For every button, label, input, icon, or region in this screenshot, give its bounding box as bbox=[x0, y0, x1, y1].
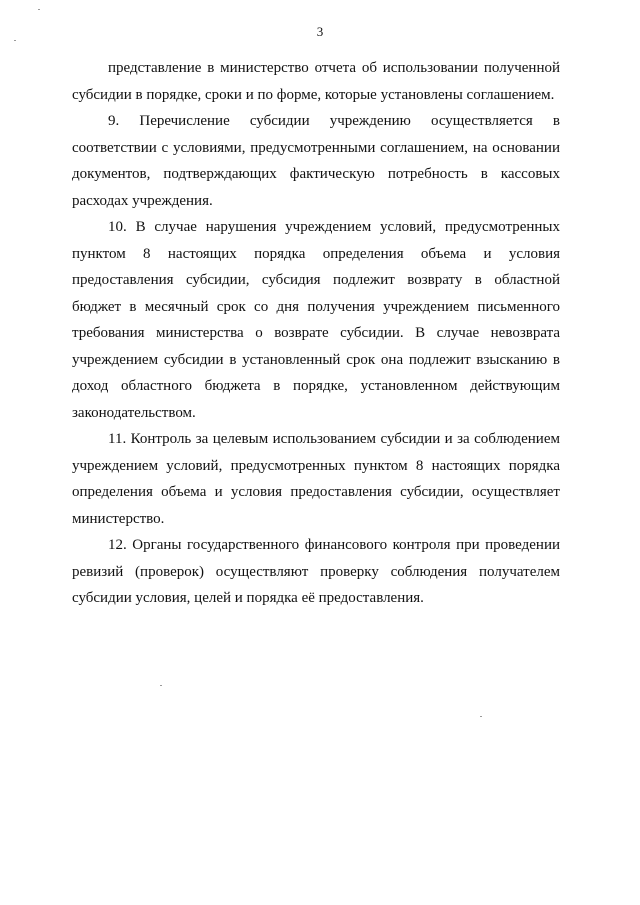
scan-speck bbox=[14, 40, 16, 41]
paragraph-item-12: 12. Органы государственного финансового контроля при проведении ревизий (проверок) осуществляют проверку соблюдения получателем субсидии условия, целей и порядка её предоставления. bbox=[72, 537, 560, 606]
document-body bbox=[72, 55, 560, 612]
scan-speck bbox=[480, 716, 482, 717]
paragraph-item-11: 11. Контроль за целевым использованием субсидии и за соблюдением учреждением условий, предусмотренных пунктом 8 настоящих порядка определения объема и условия предоставления субсидии, осуществляет министерство. bbox=[72, 431, 560, 527]
page-number: 3 bbox=[316, 24, 324, 39]
scan-speck bbox=[38, 9, 40, 10]
paragraph-continuation: представление в министерство отчета об использовании полученной субсидии в порядке, сроки и по форме, которые установлены соглашением. bbox=[72, 60, 560, 103]
paragraph-item-10: 10. В случае нарушения учреждением условий, предусмотренных пунктом 8 настоящих порядка определения объема и условия предоставления субсидии, субсидия подлежит возврату в областной бюджет в месячный срок со дня получения учреждением письменного требования министерства о возврате субсидии. В случае невозврата учреждением субсидии в установленный срок она подлежит взысканию в доход областного бюджета в порядке, установленном действующим законодательством. bbox=[72, 219, 560, 421]
scan-speck bbox=[160, 685, 162, 686]
paragraph-item-9: 9. Перечисление субсидии учреждению осуществляется в соответствии с условиями, предусмотренными соглашением, на основании документов, подтверждающих фактическую потребность в кассовых расходах учреждения. bbox=[72, 113, 560, 209]
